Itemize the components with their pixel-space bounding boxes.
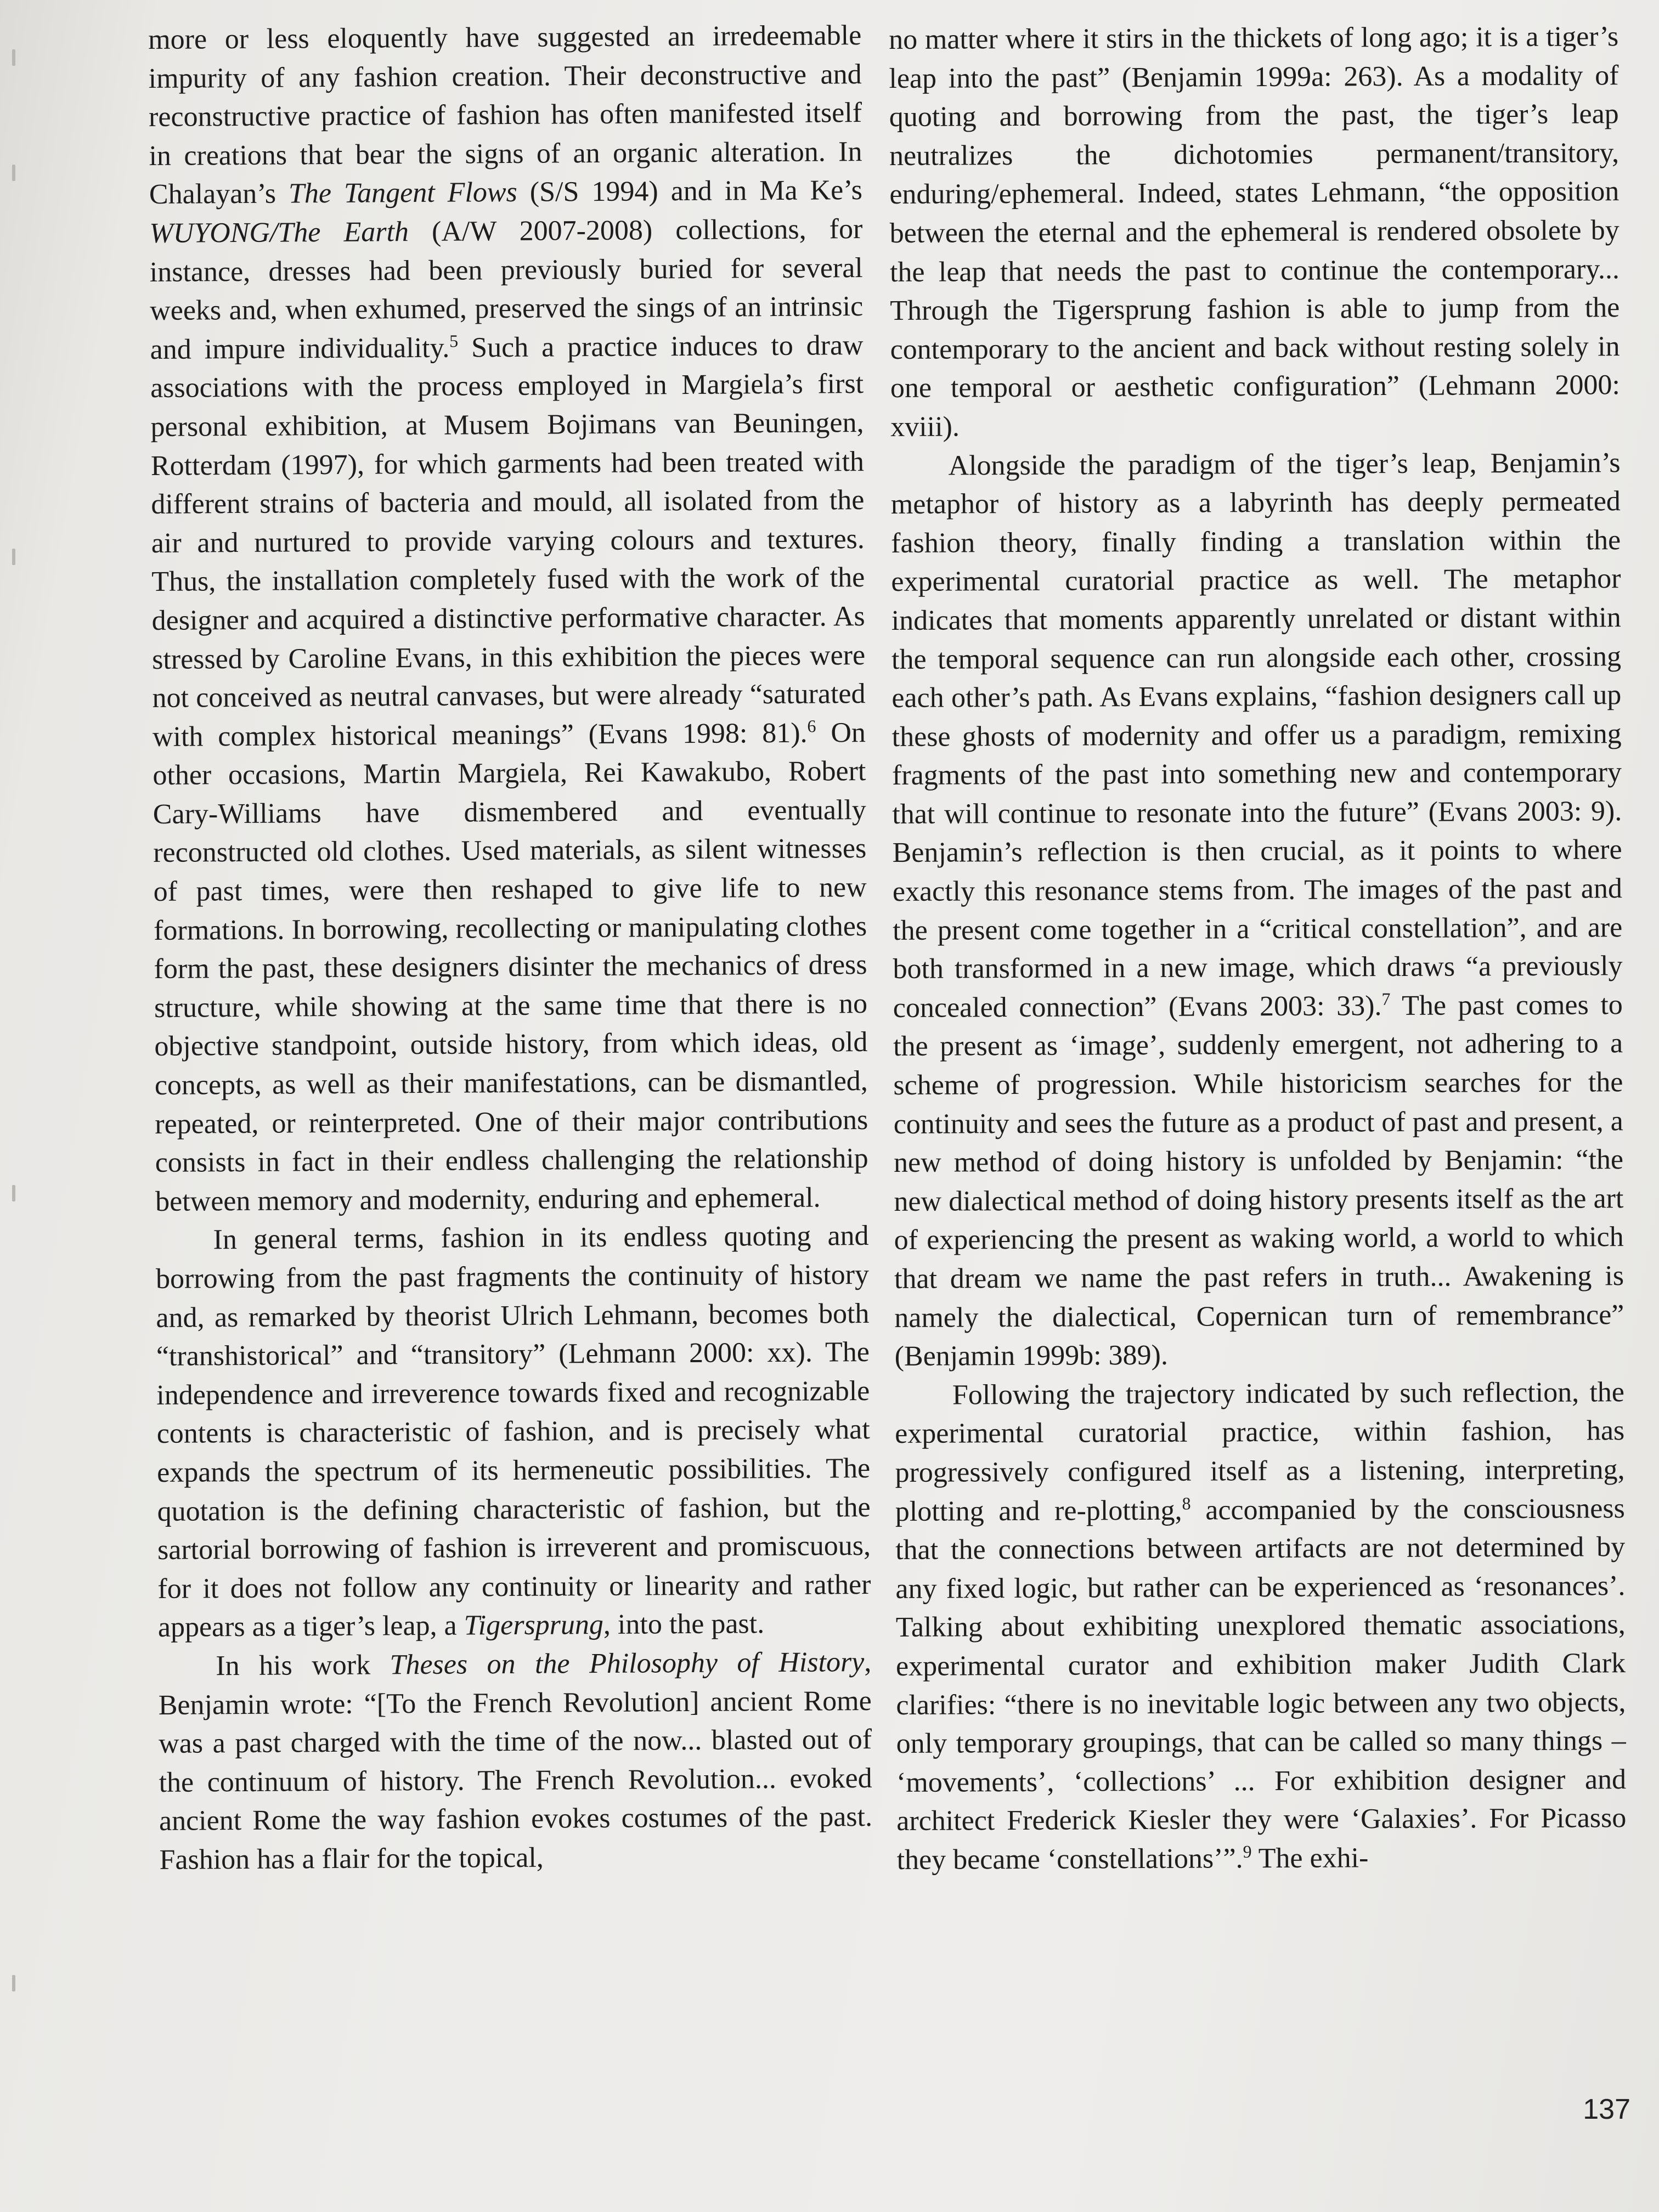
italic-title: Theses on the Philosophy of History	[390, 1646, 865, 1681]
italic-title: The Tangent Flows	[288, 177, 517, 210]
page-edge-mark	[12, 165, 15, 181]
text-run: (A/W 2007-2008) collections, for instance, dresses had been previously buried for several weeks and, when exhumed, preserved the sings of an intrinsic and impure individuality.	[149, 213, 864, 365]
page-edge-mark	[12, 1185, 15, 1201]
text-run: , into the past.	[603, 1608, 765, 1641]
page-number: 137	[1583, 2094, 1630, 2125]
page-edge-mark	[12, 549, 15, 565]
right-text-column	[889, 18, 1627, 1880]
left-text-column	[148, 16, 873, 1880]
text-run: accompanied by the consciousness that the connections between artifacts are not determined by any fixed logic, but rather can be experienced as ‘resonances’. Talking about exhibiting unexplored thematic associations, experimental curator and exhibition maker Judith Clark clarifies: “there is no inevitable logic between any two objects, only temporary groupings, that can be called so many things – ‘movements’, ‘collections’ ... For exhibition designer and architect Frederick Kiesler they were ‘Galaxies’. For Picasso they became ‘constellations’”.	[895, 1492, 1627, 1876]
text-run: more or less eloquently have suggested an irredeemable impurity of any fashion creation. Their deconstructive and reconstructive practice of fashion has often manifested itself in creations that bear the signs of an organic alteration. In Chalayan’s	[148, 20, 862, 211]
text-run: no matter where it stirs in the thickets of long ago; it is a tiger’s leap into the past” (Benjamin 1999a: 263). As a modality of quoting and borrowing from the past, the tiger’s leap neutralizes the dichotomies permanent/transitory, enduring/ephemeral. Indeed, states Lehmann, “the opposition between the eternal and the ephemeral is rendered obsolete by the leap that needs the past to continue the contemporary... Through the Tigersprung fashion is able to jump from the contemporary to the ancient and back without resting solely in one temporal or aesthetic configuration” (Lehmann 2000: xviii).	[889, 21, 1621, 443]
italic-title: Tigersprung	[464, 1609, 604, 1641]
paragraph	[890, 444, 1624, 1376]
footnote-marker: 9	[1243, 1841, 1252, 1861]
footnote-marker: 8	[1182, 1493, 1191, 1513]
page-edge-mark	[12, 49, 15, 66]
page-edge-mark	[12, 1975, 15, 1991]
footnote-marker: 5	[449, 330, 459, 351]
paragraph	[889, 18, 1620, 447]
text-run: The past comes to the present as ‘image’, suddenly emergent, not adhering to a scheme of progression. While historicism searches for the continuity and sees the future as a product of past and present, a new method of doing history is unfolded by Benjamin: “the new dialectical method of doing history presents itself as the art of experiencing the present as waking world, a world to which that dream we name the past refers in truth... Awakening is namely the dialectical, Copernican turn of remembrance” (Benjamin 1999b: 389).	[893, 989, 1624, 1373]
footnote-marker: 7	[1381, 989, 1391, 1009]
text-run: Following the trajectory indicated by such reflection, the experimental curatorial practice, within fashion, has progressively configured itself as a listening, interpreting, plotting and re-plotting,	[895, 1376, 1625, 1527]
text-run: In his work	[216, 1649, 390, 1682]
text-run: Alongside the paradigm of the tiger’s leap, Benjamin’s metaphor of history as a labyrinth has deeply permeated fashion theory, finally finding a translation within the experimental curatorial practice as well. The metaphor indicates that moments apparently unrelated or distant within the temporal sequence can run alongside each other, crossing each other’s path. As Evans explains, “fashion designers call up these ghosts of modernity and offer us a paradigm, remixing fragments of the past into something new and contemporary that will continue to resonate into the future” (Evans 2003: 9). Benjamin’s reflection is then crucial, as it points to where exactly this resonance stems from. The images of the past and the present come together in a “critical constellation”, and are both transformed in a new image, which draws “a previously concealed connection” (Evans 2003: 33).	[890, 447, 1623, 1024]
italic-title: WUYONG/The Earth	[149, 216, 409, 249]
text-run: , Benjamin wrote: “[To the French Revolution] ancient Rome was a past charged with the time of the now... blasted out of the continuum of history. The French Revolution... evoked ancient Rome the way fashion evokes costumes of the past. Fashion has a flair for the topical,	[158, 1646, 873, 1876]
paragraph	[895, 1373, 1627, 1880]
paragraph	[148, 16, 868, 1221]
text-run: (S/S 1994) and in Ma Ke’s	[517, 174, 863, 208]
text-run: On other occasions, Martin Margiela, Rei Kawakubo, Robert Cary-Williams have dismembered and eventually reconstructed old clothes. Used materials, as silent witnesses of past times, were then reshaped to give life to new formations. In borrowing, recollecting or manipulating clothes form the past, these designers disinter the mechanics of dress structure, while showing at the same time that there is no objective standpoint, outside history, from which ideas, old concepts, as well as their manifestations, can be dismantled, repeated, or reinterpreted. One of their major contributions consists in fact in their endless challenging the relationship between memory and modernity, enduring and ephemeral.	[153, 716, 868, 1217]
text-run: In general terms, fashion in its endless quoting and borrowing from the past fragments the continuity of history and, as remarked by theorist Ulrich Lehmann, becomes both “transhistorical” and “transitory” (Lehmann 2000: xx). The independence and irreverence towards fixed and recognizable contents is characteristic of fashion, and is precisely what expands the spectrum of its hermeneutic possibilities. The quotation is the defining characteristic of fashion, but the sartorial borrowing of fashion is irreverent and promiscuous, for it does not follow any continuity or linearity and rather appears as a tiger’s leap, a	[155, 1220, 871, 1644]
text-run: The exhi-	[1251, 1842, 1369, 1875]
paragraph	[155, 1217, 871, 1647]
footnote-marker: 6	[807, 715, 816, 736]
paragraph	[158, 1643, 873, 1880]
text-run: Such a practice induces to draw associations with the process employed in Margiela’s first personal exhibition, at Musem Bojimans van Beuningen, Rotterdam (1997), for which garments had been treated with different strains of bacteria and mould, all isolated from the air and nurtured to provide varying colours and textures. Thus, the installation completely fused with the work of the designer and acquired a distinctive performative character. As stressed by Caroline Evans, in this exhibition the pieces were not conceived as neutral canvases, but were already “saturated with complex historical meanings” (Evans 1998: 81).	[150, 329, 866, 753]
